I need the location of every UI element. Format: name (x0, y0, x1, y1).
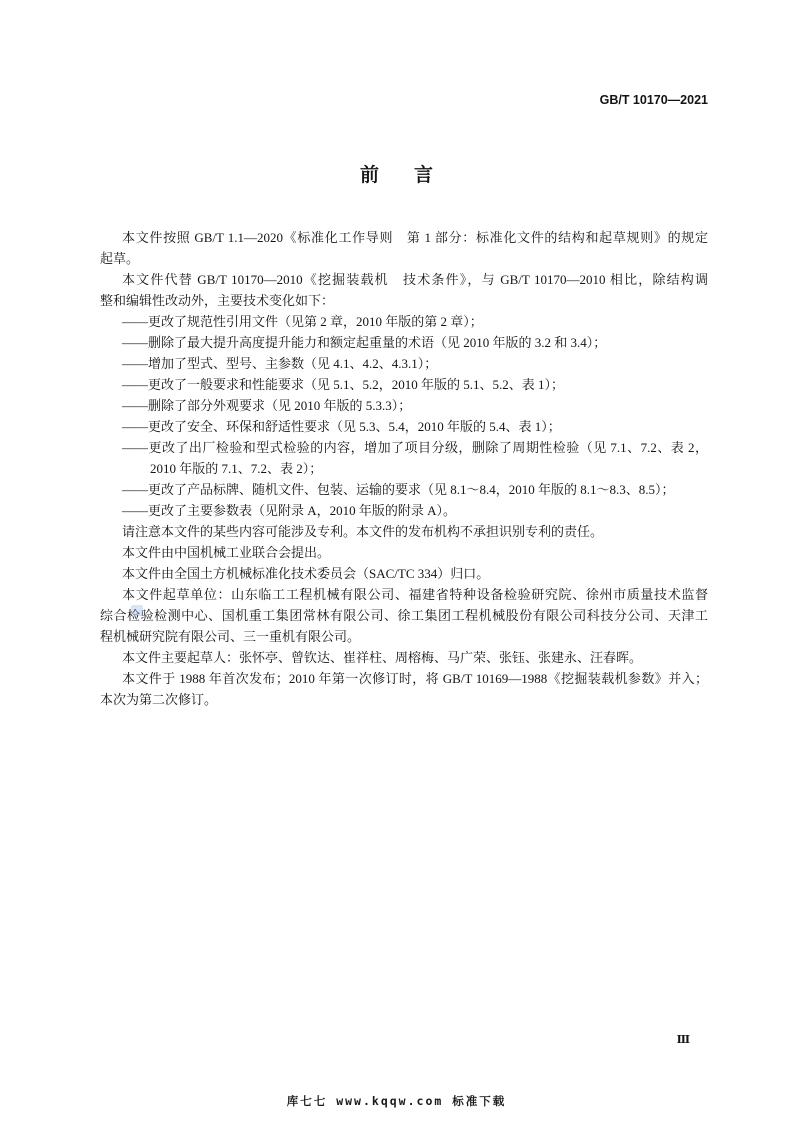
text-line: 本文件代替 GB/T 10170—2010《挖掘装载机 技术条件》，与 GB/T 10170—2010 相比，除结构调 (122, 272, 708, 287)
text-line: 整和编辑性改动外，主要技术变化如下： (100, 293, 335, 308)
text-line: 请注意本文件的某些内容可能涉及专利。本文件的发布机构不承担识别专利的责任。 (122, 524, 604, 539)
change-item (100, 332, 708, 353)
preface-title: 前 言 (359, 165, 441, 186)
technical-committee-paragraph (100, 563, 708, 584)
text-line: 综合检验检测中心、国机重工集团常林有限公司、徐工集团工程机械股份有限公司科技分公司、天津工 (100, 608, 708, 623)
text-line: ——增加了型式、型号、主参数（见 4.1、4.2、4.3.1）； (122, 356, 438, 371)
change-item (100, 395, 708, 416)
text-line: 本文件主要起草人：张怀亭、曾钦达、崔祥柱、周榕梅、马广荣、张钰、张建永、汪春晖。 (122, 650, 643, 665)
text-line: ——更改了出厂检验和型式检验的内容，增加了项目分级，删除了周期性检验（见 7.1、7.2、表 2， (122, 440, 708, 455)
text-line: ——更改了规范性引用文件（见第 2 章，2010 年版的第 2 章）； (122, 314, 483, 329)
text-line: 本文件由全国土方机械标准化技术委员会（SAC/TC 334）归口。 (122, 566, 490, 581)
text-line: ——更改了一般要求和性能要求（见 5.1、5.2，2010 年版的 5.1、5.2、表 1）； (122, 377, 565, 392)
replacement-paragraph (100, 269, 708, 311)
change-item (100, 374, 708, 395)
patent-notice-paragraph (100, 521, 708, 542)
text-line: 程机械研究院有限公司、三一重机有限公司。 (100, 629, 361, 644)
technical-changes-list (100, 311, 708, 521)
change-item (100, 311, 708, 332)
text-line: 本文件起草单位：山东临工工程机械有限公司、福建省特种设备检验研究院、徐州市质量技术监督 (122, 587, 708, 602)
revision-history-paragraph (100, 668, 708, 710)
page-number: Ⅲ (676, 1034, 690, 1046)
drafting-units-paragraph (100, 584, 708, 647)
change-item (100, 416, 708, 437)
text-line: ——更改了主要参数表（见附录 A，2010 年版的附录 A）。 (122, 503, 457, 518)
text-line: 本文件由中国机械工业联合会提出。 (122, 545, 331, 560)
change-item (100, 479, 708, 500)
text-line: ——更改了产品标牌、随机文件、包装、运输的要求（见 8.1～8.4，2010 年版的 8.1～8.3、8.5）； (122, 482, 675, 497)
text-line: 本文件于 1988 年首次发布；2010 年第一次修订时，将 GB/T 10169—1988《挖掘装载机参数》并入； (122, 671, 708, 686)
download-footer: 库七七 www.kqqw.com 标准下载 (286, 1094, 507, 1108)
text-line: 本次为第二次修订。 (100, 692, 218, 707)
standard-number-header: GB/T 10170—2021 (599, 93, 708, 107)
text-line: 2010 年版的 7.1、7.2、表 2）； (150, 461, 323, 476)
proposer-paragraph (100, 542, 708, 563)
scan-artifact-mark (131, 605, 143, 616)
text-line: 起草。 (100, 251, 140, 266)
drafting-rules-paragraph (100, 227, 708, 269)
text-line: ——更改了安全、环保和舒适性要求（见 5.3、5.4，2010 年版的 5.4、表 1）； (122, 419, 561, 434)
text-line: ——删除了部分外观要求（见 2010 年版的 5.3.3）； (122, 398, 412, 413)
text-line: 本文件按照 GB/T 1.1—2020《标准化工作导则 第 1 部分：标准化文件的结构和起草规则》的规定 (122, 230, 708, 245)
drafters-paragraph (100, 647, 708, 668)
change-item (100, 437, 708, 479)
text-line: ——删除了最大提升高度提升能力和额定起重量的术语（见 2010 年版的 3.2 和 3.4）； (122, 335, 607, 350)
change-item (100, 500, 708, 521)
preface-body (100, 227, 708, 710)
change-item (100, 353, 708, 374)
